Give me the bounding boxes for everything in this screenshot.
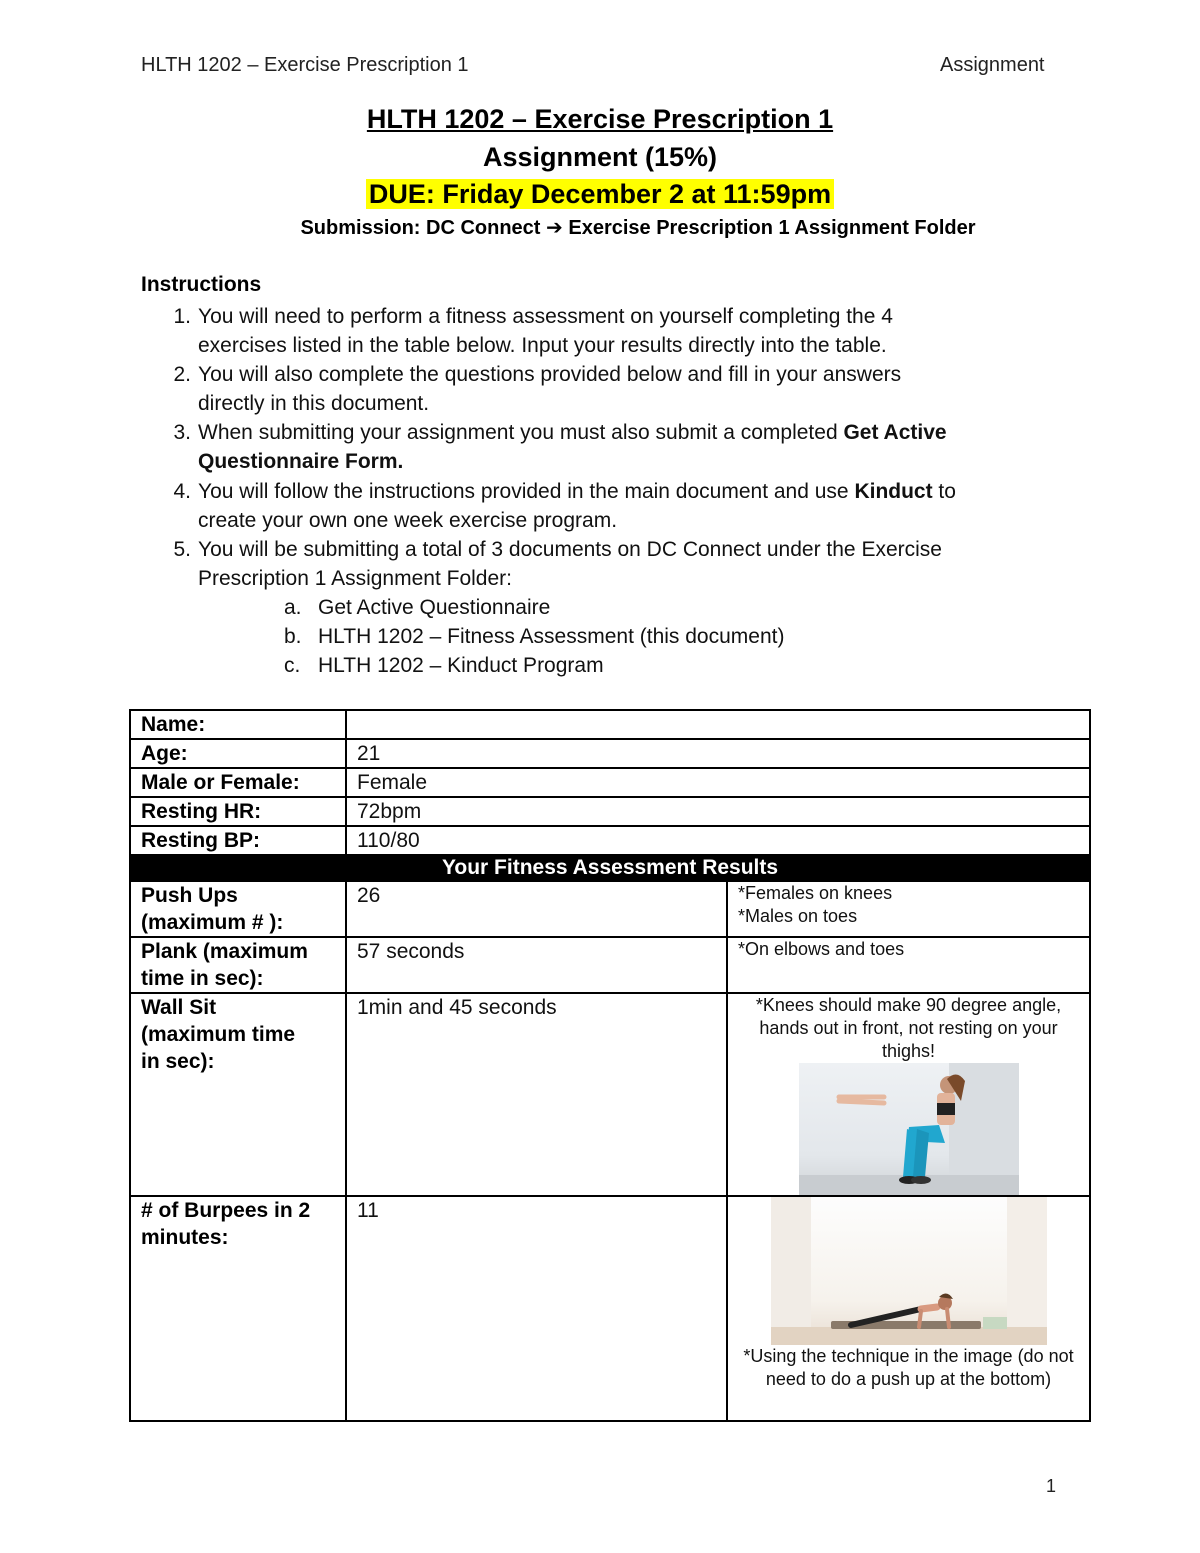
instruction-text: When submitting your assignment you must also submit a completed	[198, 421, 844, 444]
sub-item-text: Get Active Questionnaire	[318, 596, 551, 619]
assignment-weight: Assignment (15%)	[482, 142, 718, 172]
table-row	[130, 826, 1090, 855]
list-number: 5.	[173, 538, 191, 561]
list-letter: b.	[284, 625, 302, 648]
burpees-note: *Using the technique in the image (do not need to do a push up at the bottom)	[743, 1346, 1074, 1389]
sex-value-field[interactable]: Female	[346, 768, 1090, 797]
wall-sit-illustration	[799, 1063, 1019, 1195]
submission-line	[38, 215, 1200, 240]
burpees-value-field[interactable]: 11	[346, 1196, 727, 1421]
resting-hr-label: Resting HR:	[130, 797, 346, 826]
kinduct-emphasis: Kinduct	[854, 480, 933, 503]
submission-suffix: Exercise Prescription 1 Assignment Folder	[568, 217, 976, 239]
sub-item-b	[284, 625, 785, 649]
list-number: 2.	[173, 363, 191, 386]
label-line: Plank (maximum	[141, 940, 308, 963]
instruction-line: You will also complete the questions provided below and fill in your answers	[198, 363, 902, 386]
document-title: HLTH 1202 – Exercise Prescription 1	[366, 104, 834, 134]
label-line: (maximum # ):	[141, 911, 284, 934]
instruction-line: directly in this document.	[198, 392, 430, 415]
burpees-label	[130, 1196, 346, 1421]
table-row	[130, 1196, 1090, 1421]
note-line: *Males on toes	[738, 906, 858, 926]
instruction-text: You will follow the instructions provided in the main document and use	[198, 480, 855, 503]
label-line: (maximum time	[141, 1023, 296, 1046]
instruction-line: Prescription 1 Assignment Folder:	[198, 567, 512, 590]
list-letter: a.	[284, 596, 302, 619]
sub-item-text: HLTH 1202 – Fitness Assessment (this document)	[318, 625, 785, 648]
label-line: # of Burpees in 2	[141, 1199, 311, 1222]
instruction-item-1	[173, 302, 893, 360]
table-row	[130, 881, 1090, 937]
instruction-line	[198, 418, 947, 447]
submission-prefix: Submission: DC Connect	[300, 217, 541, 239]
list-letter: c.	[284, 654, 301, 677]
instruction-line	[198, 447, 947, 476]
get-active-emphasis: Get Active	[843, 421, 947, 444]
instruction-text: to	[932, 480, 956, 503]
instructions-heading: Instructions	[141, 273, 262, 296]
wall-sit-note-cell	[727, 993, 1090, 1196]
resting-bp-label: Resting BP:	[130, 826, 346, 855]
sub-item-c	[284, 654, 604, 678]
pushups-note	[727, 881, 1090, 937]
questionnaire-form-emphasis: Questionnaire Form.	[198, 450, 404, 473]
wall-sit-note: *Knees should make 90 degree angle, hands out in front, not resting on your thighs!	[755, 995, 1062, 1061]
sex-label: Male or Female:	[130, 768, 346, 797]
instruction-item-3	[173, 418, 947, 476]
page-header-title: HLTH 1202 – Exercise Prescription 1	[141, 54, 469, 76]
due-date-highlight: DUE: Friday December 2 at 11:59pm	[366, 179, 834, 209]
label-line: time in sec):	[141, 967, 264, 990]
table-row	[130, 710, 1090, 739]
pushups-label	[130, 881, 346, 937]
instruction-line: You will be submitting a total of 3 documents on DC Connect under the Exercise	[198, 538, 942, 561]
burpees-note-cell	[727, 1196, 1090, 1421]
plank-label	[130, 937, 346, 993]
sub-item-a	[284, 596, 551, 620]
list-number: 4.	[173, 480, 191, 503]
page-header-label: Assignment	[940, 54, 1045, 76]
results-banner: Your Fitness Assessment Results	[130, 855, 1090, 881]
resting-hr-value-field[interactable]: 72bpm	[346, 797, 1090, 826]
instruction-line: You will need to perform a fitness assessment on yourself completing the 4	[198, 305, 893, 328]
instruction-item-5	[173, 535, 942, 593]
instruction-line	[198, 477, 956, 506]
label-line: in sec):	[141, 1050, 215, 1073]
label-line: Push Ups	[141, 884, 238, 907]
table-row	[130, 768, 1090, 797]
instruction-item-4	[173, 477, 956, 535]
sub-item-text: HLTH 1202 – Kinduct Program	[318, 654, 604, 677]
table-row	[130, 937, 1090, 993]
label-line: Wall Sit	[141, 996, 217, 1019]
wall-sit-value-field[interactable]: 1min and 45 seconds	[346, 993, 727, 1196]
resting-bp-value-field[interactable]: 110/80	[346, 826, 1090, 855]
name-label: Name:	[130, 710, 346, 739]
instruction-line: exercises listed in the table below. Input your results directly into the table.	[198, 334, 887, 357]
wall-sit-label	[130, 993, 346, 1196]
note-line: *Females on knees	[738, 883, 893, 903]
age-value-field[interactable]: 21	[346, 739, 1090, 768]
burpee-illustration	[771, 1197, 1047, 1345]
table-row	[130, 993, 1090, 1196]
table-row	[130, 797, 1090, 826]
table-row	[130, 855, 1090, 881]
table-row	[130, 739, 1090, 768]
list-number: 1.	[173, 305, 191, 328]
pushups-value-field[interactable]: 26	[346, 881, 727, 937]
arrow-right-icon: ➔	[546, 215, 563, 239]
name-value-field[interactable]	[346, 710, 1090, 739]
instruction-line: create your own one week exercise program.	[198, 509, 618, 532]
page-number: 1	[1046, 1476, 1057, 1496]
instruction-item-2	[173, 360, 902, 418]
plank-value-field[interactable]: 57 seconds	[346, 937, 727, 993]
plank-note: *On elbows and toes	[727, 937, 1090, 993]
fitness-assessment-table	[129, 709, 1091, 1422]
due-date	[0, 179, 1200, 210]
wall-sit-photo	[799, 1063, 1019, 1195]
age-label: Age:	[130, 739, 346, 768]
burpee-photo	[771, 1197, 1047, 1345]
list-number: 3.	[173, 421, 191, 444]
label-line: minutes:	[141, 1226, 229, 1249]
